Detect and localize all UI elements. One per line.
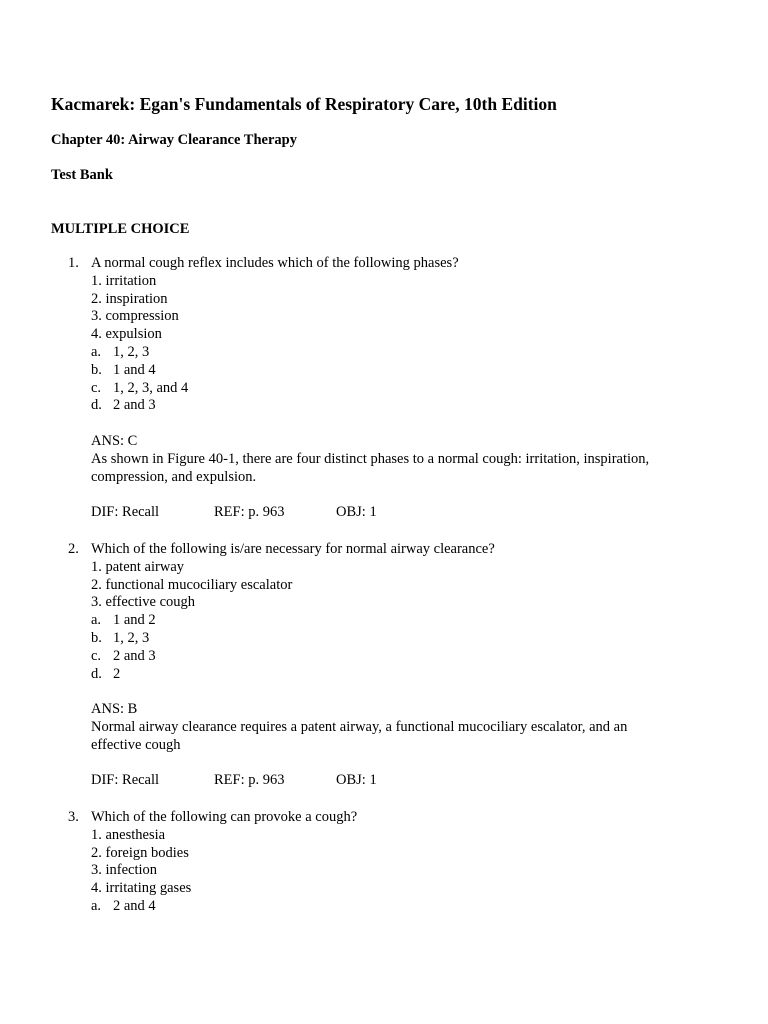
list-item: 3. compression — [91, 308, 179, 325]
question-stem: A normal cough reflex includes which of the following phases? — [91, 255, 459, 271]
chapter-heading: Chapter 40: Airway Clearance Therapy — [51, 132, 297, 148]
question-body — [91, 809, 691, 916]
answer-option — [91, 630, 691, 648]
document-subtitle: Test Bank — [51, 167, 113, 183]
list-item: 1. anesthesia — [91, 826, 166, 843]
reference: REF: p. 963 — [214, 772, 285, 789]
difficulty: DIF: Recall — [91, 504, 160, 521]
answer-option — [91, 344, 691, 362]
list-item: 1. patent airway — [91, 558, 185, 575]
question-meta — [91, 504, 691, 522]
list-item: 2. foreign bodies — [91, 844, 189, 861]
answer-option — [91, 612, 691, 630]
answer-option — [91, 397, 691, 415]
question-stem: Which of the following can provoke a cough? — [91, 809, 358, 825]
option-text: 2 and 3 — [113, 397, 156, 414]
list-item: 4. expulsion — [91, 326, 162, 343]
list-item: 3. infection — [91, 862, 158, 879]
question-number: 2. — [68, 541, 79, 557]
option-letter: d. — [91, 397, 102, 414]
option-text: 1, 2, 3 — [113, 343, 150, 360]
option-letter: d. — [91, 665, 102, 682]
answer-option — [91, 666, 691, 684]
section-heading: MULTIPLE CHOICE — [51, 221, 190, 237]
answer-key: ANS: C — [91, 432, 138, 449]
option-text: 1, 2, 3, and 4 — [113, 379, 189, 396]
option-letter: b. — [91, 361, 102, 378]
objective: OBJ: 1 — [336, 504, 377, 521]
answer-option — [91, 380, 691, 398]
rationale-text: Normal airway clearance requires a patent airway, a functional mucociliary escalator, and an effective cough — [91, 718, 628, 753]
list-item: 2. functional mucociliary escalator — [91, 576, 293, 593]
option-text: 1, 2, 3 — [113, 629, 150, 646]
reference: REF: p. 963 — [214, 504, 285, 521]
option-letter: a. — [91, 343, 102, 360]
document-title: Kacmarek: Egan's Fundamentals of Respiratory Care, 10th Edition — [51, 94, 557, 114]
list-item: 1. irritation — [91, 272, 157, 289]
option-text: 1 and 2 — [113, 612, 156, 629]
option-letter: c. — [91, 379, 102, 396]
option-letter: a. — [91, 612, 102, 629]
answer-option — [91, 362, 691, 380]
difficulty: DIF: Recall — [91, 772, 160, 789]
answer-key: ANS: B — [91, 701, 138, 718]
question-body — [91, 541, 691, 790]
option-letter: b. — [91, 629, 102, 646]
list-item: 3. effective cough — [91, 594, 196, 611]
question-meta — [91, 772, 691, 790]
question-body — [91, 255, 691, 522]
answer-option — [91, 648, 691, 666]
question-number: 1. — [68, 255, 79, 271]
rationale-text: As shown in Figure 40-1, there are four distinct phases to a normal cough: irritation, inspiration, compression, and expulsion. — [91, 450, 650, 485]
option-text: 2 — [113, 665, 121, 682]
option-text: 2 and 4 — [113, 897, 156, 914]
question-stem: Which of the following is/are necessary for normal airway clearance? — [91, 541, 495, 557]
list-item: 4. irritating gases — [91, 880, 192, 897]
list-item: 2. inspiration — [91, 290, 168, 307]
question-number: 3. — [68, 809, 79, 825]
option-text: 1 and 4 — [113, 361, 156, 378]
option-text: 2 and 3 — [113, 647, 156, 664]
option-letter: c. — [91, 647, 102, 664]
answer-option — [91, 898, 691, 916]
option-letter: a. — [91, 897, 102, 914]
objective: OBJ: 1 — [336, 772, 377, 789]
